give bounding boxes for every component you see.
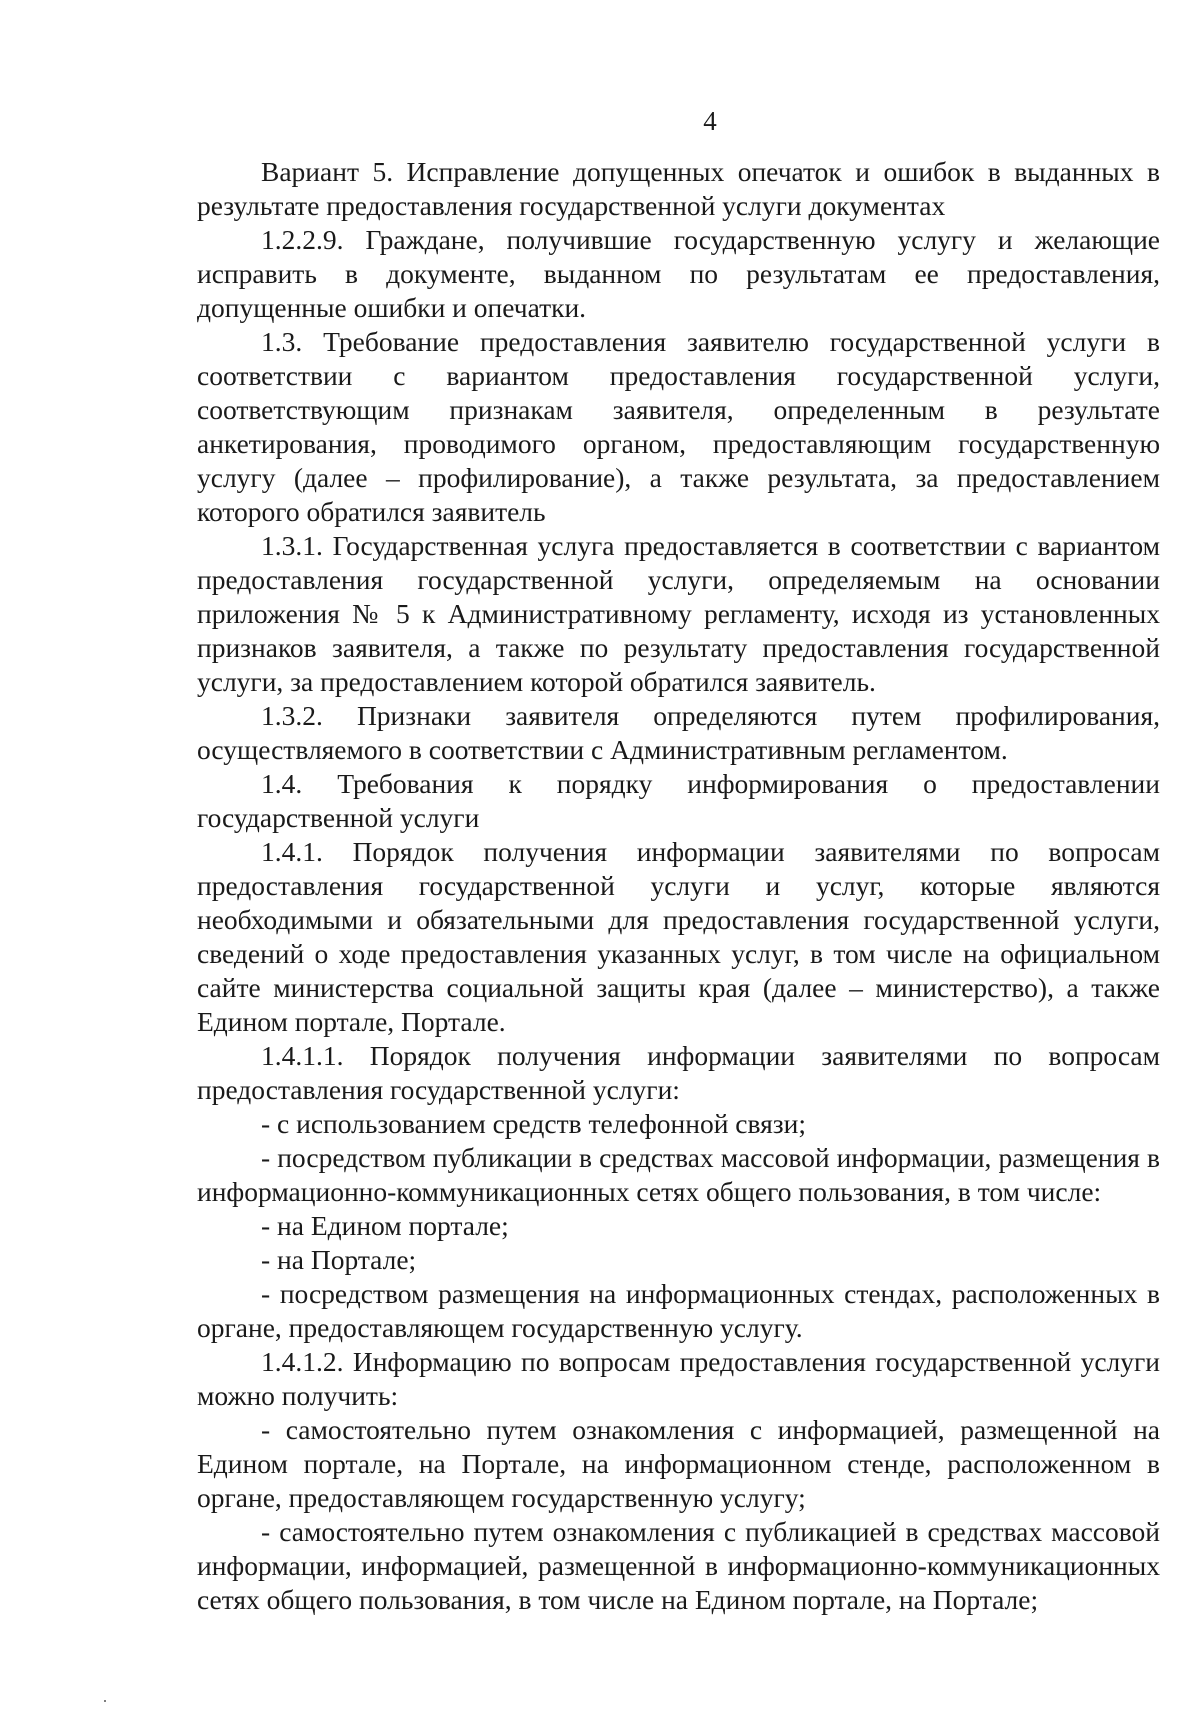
paragraph-1-4: 1.4. Требования к порядку информирования о предоставлении государственной услуги xyxy=(197,768,1160,833)
paragraph-1-4-1-1: 1.4.1.1. Порядок получения информации заявителями по вопросам предоставления государственной услуги: xyxy=(197,1040,1160,1105)
list-item-unified-portal: - на Едином портале; xyxy=(261,1210,509,1241)
list-item-self-portal: - самостоятельно путем ознакомления с информацией, размещенной на Едином портале, на Портале, на информационном стенде, расположенном в органе, предоставляющем государственную услугу; xyxy=(197,1414,1160,1513)
list-item-media: - посредством публикации в средствах массовой информации, размещения в информационно-коммуникационных сетях общего пользования, в том числе: xyxy=(197,1142,1160,1207)
document-body xyxy=(197,155,1160,1617)
list-item-stands: - посредством размещения на информационных стендах, расположенных в органе, предоставляющем государственную услугу. xyxy=(197,1278,1160,1343)
paragraph-variant-5: Вариант 5. Исправление допущенных опечаток и ошибок в выданных в результате предоставления государственной услуги документах xyxy=(197,156,1160,221)
paragraph-1-4-1-2: 1.4.1.2. Информацию по вопросам предоставления государственной услуги можно получить: xyxy=(197,1346,1160,1411)
list-item-portal: - на Портале; xyxy=(261,1244,417,1275)
list-item-phone: - с использованием средств телефонной связи; xyxy=(261,1108,807,1139)
scan-speck xyxy=(104,1700,106,1702)
paragraph-1-3-2: 1.3.2. Признаки заявителя определяются путем профилирования, осуществляемого в соответствии с Административным регламентом. xyxy=(197,700,1160,765)
paragraph-1-3-1: 1.3.1. Государственная услуга предоставляется в соответствии с вариантом предоставления государственной услуги, определяемым на основании приложения № 5 к Административному регламенту, исходя из установленных признаков заявителя, а также по результату предоставления государственной услуги, за предоставлением которой обратился заявитель. xyxy=(197,530,1160,697)
page-number: 4 xyxy=(703,106,717,136)
paragraph-1-4-1: 1.4.1. Порядок получения информации заявителями по вопросам предоставления государственной услуги и услуг, которые являются необходимыми и обязательными для предоставления государственной услуги, сведений о ходе предоставления указанных услуг, в том числе на официальном сайте министерства социальной защиты края (далее – министерство), а также Едином портале, Портале. xyxy=(197,836,1160,1037)
paragraph-1-2-2-9: 1.2.2.9. Граждане, получившие государственную услугу и желающие исправить в документе, выданном по результатам ее предоставления, допущенные ошибки и опечатки. xyxy=(197,224,1160,323)
list-item-self-media: - самостоятельно путем ознакомления с публикацией в средствах массовой информации, информацией, размещенной в информационно-коммуникационных сетях общего пользования, в том числе на Едином портале, на Портале; xyxy=(197,1516,1160,1615)
paragraph-1-3: 1.3. Требование предоставления заявителю государственной услуги в соответствии с вариантом предоставления государственной услуги, соответствующим признакам заявителя, определенным в результате анкетирования, проводимого органом, предоставляющим государственную услугу (далее – профилирование), а также результата, за предоставлением которого обратился заявитель xyxy=(197,326,1160,527)
